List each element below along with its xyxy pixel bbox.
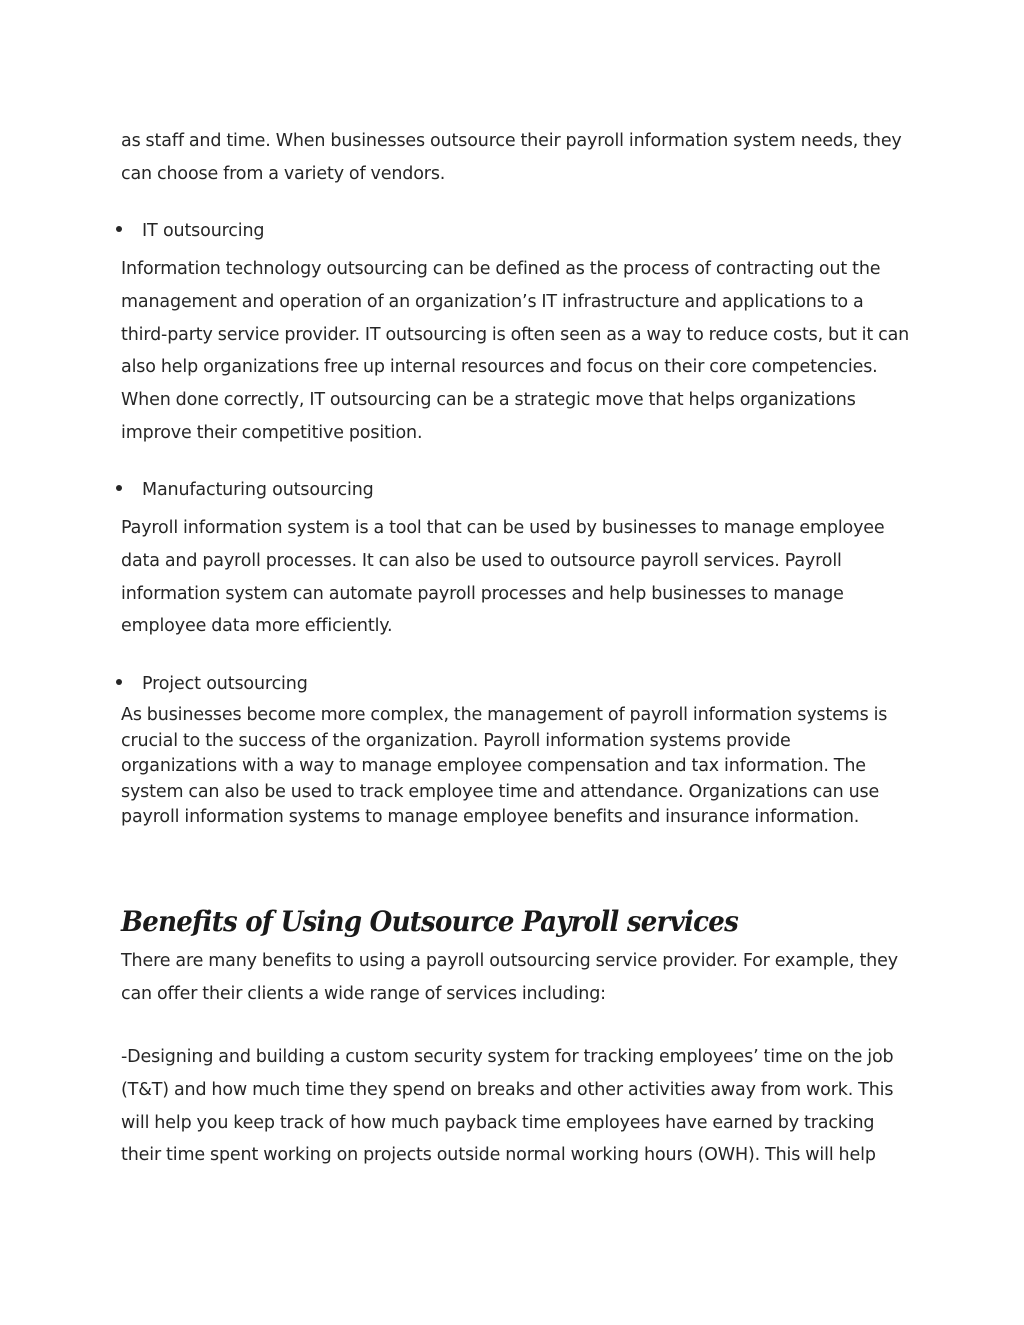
bullet-dot-icon bbox=[116, 226, 122, 232]
benefits-intro-paragraph: There are many benefits to using a payroll outsourcing service provider. For example, they can offer their clients a wide range of services including: bbox=[121, 951, 898, 1004]
benefits-item-paragraph: -Designing and building a custom security system for tracking employees’ time on the job (T&T) and how much time they spend on breaks and other activities away from work. This will help you keep track of how much payback time employees have earned by tracking their time spent working on projects outside normal working hours (OWH). This will help bbox=[121, 1047, 894, 1166]
bullet-label: Project outsourcing bbox=[142, 674, 308, 694]
bullet-label: Manufacturing outsourcing bbox=[142, 480, 374, 500]
bullet-item-project-outsourcing bbox=[116, 672, 308, 696]
bullet-dot-icon bbox=[116, 679, 122, 685]
bullet-label: IT outsourcing bbox=[142, 221, 265, 241]
manufacturing-outsourcing-paragraph: Payroll information system is a tool that can be used by businesses to manage employee data and payroll processes. It can also be used to outsource payroll services. Payroll information system can automate payroll processes and help businesses to manage employee data more efficiently. bbox=[121, 518, 885, 637]
intro-paragraph: as staff and time. When businesses outsource their payroll information system needs, they can choose from a variety of vendors. bbox=[121, 131, 902, 184]
bullet-dot-icon bbox=[116, 485, 122, 491]
it-outsourcing-paragraph: Information technology outsourcing can be defined as the process of contracting out the management and operation of an organization’s IT infrastructure and applications to a third-party service provider. IT outsourcing is often seen as a way to reduce costs, but it can also help organizations free up internal resources and focus on their core competencies. When done correctly, IT outsourcing can be a strategic move that helps organizations improve their competitive position. bbox=[121, 259, 910, 443]
bullet-item-manufacturing-outsourcing bbox=[116, 478, 374, 502]
section-heading: Benefits of Using Outsource Payroll services bbox=[121, 905, 738, 938]
bullet-item-it-outsourcing bbox=[116, 219, 264, 243]
project-outsourcing-paragraph: As businesses become more complex, the management of payroll information systems is crucial to the success of the organization. Payroll information systems provide organizations with a way to manage employee compensation and tax information. The system can also be used to track employee time and attendance. Organizations can use payroll information systems to manage employee benefits and insurance information. bbox=[121, 705, 888, 827]
